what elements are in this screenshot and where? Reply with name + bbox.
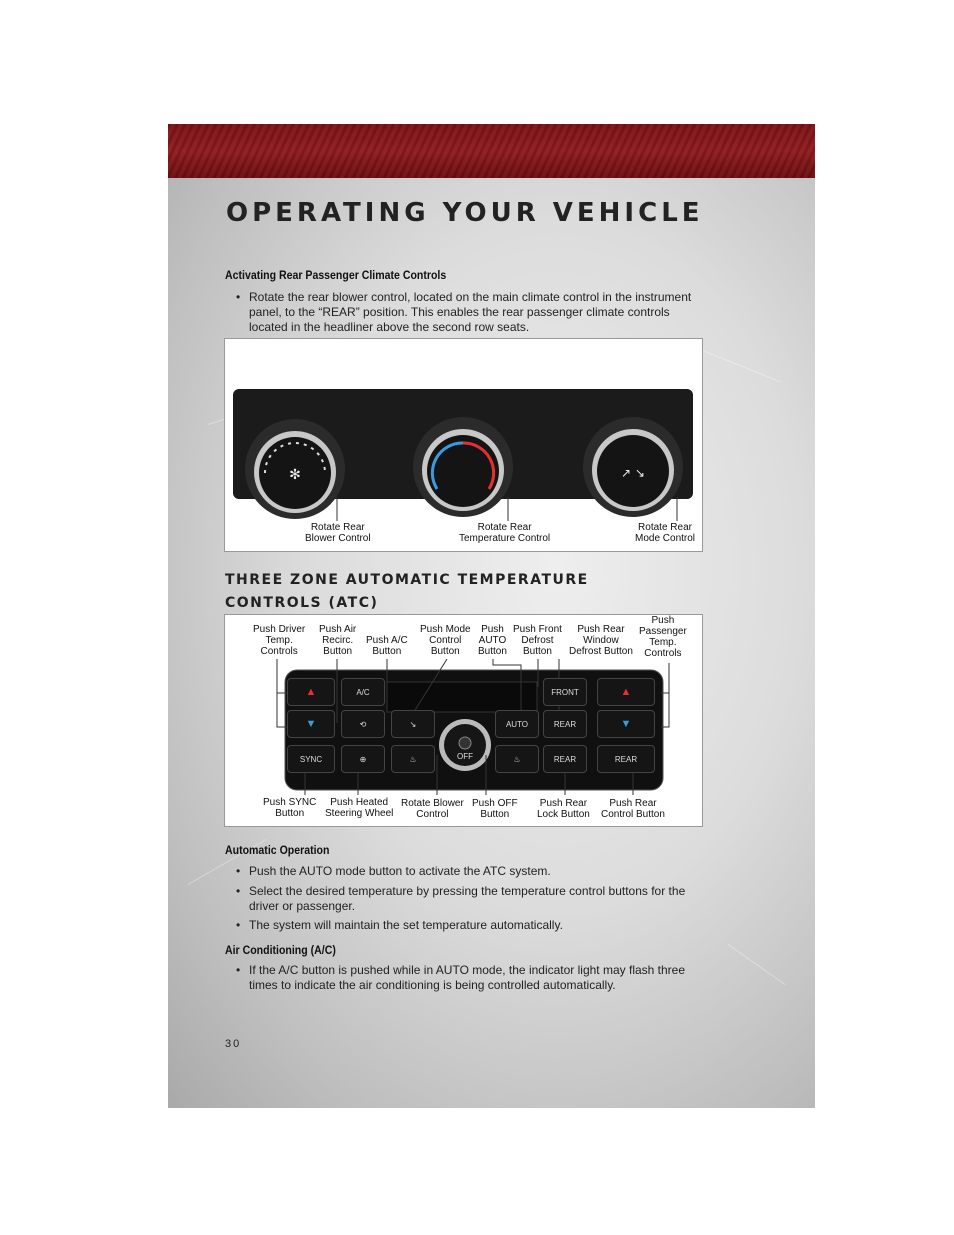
triangle-up-icon: ▲ — [305, 686, 317, 698]
bullet-dot: • — [236, 884, 241, 898]
rear-lock-button[interactable]: REAR — [543, 745, 587, 773]
page-number: 30 — [225, 1038, 242, 1050]
mode-button[interactable] — [391, 710, 435, 738]
label-rear-blower: Rotate Rear Blower Control — [305, 522, 371, 544]
bullet-dot: • — [236, 918, 241, 932]
bullet-text: If the A/C button is pushed while in AUTO mode, the indicator light may flash three times to indicate the air conditioning is being controlled automatically. — [249, 963, 686, 992]
label-front-defrost: Push Front Defrost Button — [513, 624, 562, 657]
ac-button[interactable]: A/C — [341, 678, 385, 706]
label-rear-window: Push Rear Window Defrost Button — [569, 624, 633, 657]
triangle-up-icon: ▲ — [620, 686, 632, 698]
section-heading-automatic-operation: Automatic Operation — [225, 843, 330, 857]
bullet-dot: • — [236, 963, 241, 977]
label-heated-wheel: Push Heated Steering Wheel — [325, 797, 394, 819]
bullet-text: Rotate the rear blower control, located on the main climate control in the instrument panel, to the “REAR” position. This enables the rear passenger climate controls located in the headliner above the second row seats. — [249, 290, 692, 334]
svg-text:↗ ↘: ↗ ↘ — [621, 466, 645, 480]
passenger-seat-heat-button[interactable] — [495, 745, 539, 773]
section-heading-rear-climate: Activating Rear Passenger Climate Controls — [225, 268, 447, 282]
driver-temp-down-button[interactable] — [287, 710, 335, 738]
rear-window-defrost-button[interactable]: REAR — [543, 710, 587, 738]
bullet-item — [236, 290, 706, 335]
heated-steering-wheel-button[interactable] — [341, 745, 385, 773]
mode-icon: ↘ — [409, 719, 417, 729]
bullet-text: The system will maintain the set temperature automatically. — [249, 918, 563, 932]
label-sync: Push SYNC Button — [263, 797, 317, 819]
label-rear-temperature: Rotate Rear Temperature Control — [459, 522, 551, 544]
rear-control-panel-illustration — [225, 339, 702, 551]
seat-heat-icon: ♨ — [409, 754, 417, 764]
atc-control-figure — [224, 614, 703, 827]
bullet-text: Push the AUTO mode button to activate the ATC system. — [249, 864, 551, 878]
header-banner — [168, 124, 815, 178]
driver-seat-heat-button[interactable] — [391, 745, 435, 773]
label-ac: Push A/C Button — [366, 635, 408, 657]
label-rear-control: Push Rear Control Button — [601, 798, 665, 820]
triangle-down-icon: ▼ — [620, 718, 632, 730]
manual-page — [168, 124, 815, 1108]
bullet-dot: • — [236, 864, 241, 878]
label-mode: Push Mode Control Button — [420, 624, 471, 657]
rear-climate-control-figure — [224, 338, 703, 552]
texture-scratch — [728, 944, 786, 985]
off-button[interactable]: OFF — [457, 751, 473, 761]
bullet-item — [236, 918, 706, 933]
seat-heat-icon: ♨ — [513, 754, 521, 764]
svg-text:✻: ✻ — [289, 467, 301, 483]
label-air-recirc: Push Air Recirc. Button — [319, 624, 357, 657]
steering-wheel-icon: ⊕ — [359, 754, 367, 764]
bullet-dot: • — [236, 290, 241, 304]
recirc-icon: ⟲ — [359, 719, 367, 729]
triangle-down-icon: ▼ — [305, 718, 317, 730]
label-auto: Push AUTO Button — [478, 624, 507, 657]
bullet-text: Select the desired temperature by pressing the temperature control buttons for the driver or passenger. — [249, 884, 686, 913]
label-off: Push OFF Button — [472, 798, 518, 820]
passenger-temp-down-button[interactable] — [597, 710, 655, 738]
label-rear-lock: Push Rear Lock Button — [537, 798, 590, 820]
page-title: OPERATING YOUR VEHICLE — [226, 198, 704, 228]
bullet-item — [236, 864, 706, 879]
passenger-temp-up-button[interactable] — [597, 678, 655, 706]
label-driver-temp: Push Driver Temp. Controls — [253, 624, 306, 657]
label-passenger-temp: Push Passenger Temp. Controls — [639, 615, 687, 659]
bullet-item — [236, 963, 706, 993]
front-defrost-button[interactable]: FRONT — [543, 678, 587, 706]
auto-button[interactable]: AUTO — [495, 710, 539, 738]
section-heading-air-conditioning: Air Conditioning (A/C) — [225, 943, 336, 957]
label-blower: Rotate Blower Control — [401, 798, 464, 820]
rear-control-button[interactable]: REAR — [597, 745, 655, 773]
label-rear-mode: Rotate Rear Mode Control — [635, 522, 696, 544]
air-recirc-button[interactable] — [341, 710, 385, 738]
section-heading-atc: THREE ZONE AUTOMATIC TEMPERATURE CONTROLS (ATC) — [225, 572, 589, 611]
driver-temp-up-button[interactable] — [287, 678, 335, 706]
bullet-item — [236, 884, 706, 914]
sync-button[interactable]: SYNC — [287, 745, 335, 773]
